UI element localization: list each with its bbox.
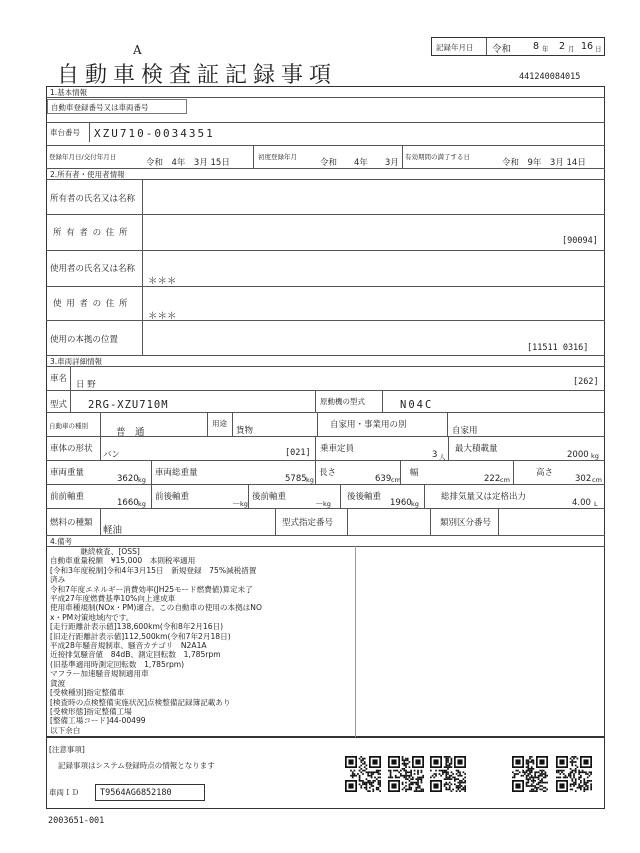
remarks-line: 平成27年度燃費基準10%向上達成車: [50, 594, 176, 604]
kind-label: 自動車の種別: [49, 422, 88, 430]
width-label: 幅: [410, 468, 419, 478]
vehicle-weight-value: 3620: [117, 474, 139, 484]
user-name-value: ＊＊＊: [148, 276, 177, 287]
rear-rear-axle-unit: kg: [411, 500, 419, 508]
sec4-heading: 4.備考: [50, 537, 73, 546]
front-rear-axle-unit: kg: [240, 500, 248, 508]
vehicle-id-box: [95, 784, 205, 801]
record-date-label: 記録年月日: [436, 43, 474, 52]
purpose-value: 貨物: [236, 426, 254, 436]
qr-code-5: [556, 756, 592, 792]
fuel-type-label: 燃料の種類: [50, 518, 93, 528]
width-unit: cm: [500, 476, 510, 484]
remarks-line: x・PM対策地域内です。: [50, 612, 134, 622]
vehicle-weight-unit: kg: [138, 476, 146, 484]
notes-text: 記録事項はシステム登録時点の情報となります: [58, 761, 215, 770]
displacement-value: 4.00: [572, 498, 591, 508]
user-address-value: ＊＊＊: [148, 311, 177, 322]
gross-weight-label: 車両総重量: [155, 468, 198, 478]
remarks-line: [検査時の点検整備実施状況]点検整備記録簿記載あり: [50, 697, 231, 707]
remarks-line: マフラー加速騒音規制適用車: [50, 669, 149, 679]
qr-code-1: [345, 756, 381, 792]
reg-date-value: 令和 4年 3月 15日: [146, 158, 230, 168]
height-value: 302: [575, 474, 592, 484]
displacement-label: 総排気量又は定格出力: [441, 492, 527, 502]
chassis-label: 車台番号: [50, 128, 80, 137]
capacity-label: 乗車定員: [320, 444, 355, 454]
type-cert-label: 型式指定番号: [282, 518, 334, 528]
maker-value: 日 野: [76, 380, 96, 390]
displacement-unit: L: [594, 500, 598, 508]
front-rear-axle-label: 前後軸重: [155, 492, 190, 502]
expiry-label: 有効期間の満了する日: [405, 153, 470, 161]
remarks-line: 令和7年度エネルギー消費効率(JH25モード燃費値)算定未了: [50, 584, 253, 594]
gross-weight-value: 5785: [285, 474, 307, 484]
qr-code-4: [512, 756, 548, 792]
remarks-line: [受検形態]指定整備工場: [50, 706, 132, 716]
front-front-axle-label: 前前軸重: [50, 492, 85, 502]
rear-front-axle-value: －: [315, 500, 324, 510]
base-location-label: 使用の本拠の位置: [50, 335, 119, 345]
reg-date-label: 登録年月日/交付年月日: [49, 153, 117, 161]
fuel-type-value: 軽油: [103, 525, 123, 536]
remarks-line: 継続検査、[OSS]: [50, 547, 140, 556]
private-use-label: 自家用・事業用の別: [330, 420, 407, 430]
remarks-list: [50, 547, 262, 735]
max-load-unit: kg: [591, 452, 599, 460]
vehicle-id-value: T9564AG6852180: [100, 788, 172, 798]
vehicle-weight-label: 車両重量: [50, 468, 85, 478]
record-date-month: 2: [559, 41, 566, 52]
body-shape-value: バン: [103, 450, 121, 460]
record-date-day: 16: [581, 41, 594, 52]
footer-code: 2003651-001: [48, 816, 105, 826]
sec2-heading: 2.所有者・使用者情報: [50, 170, 125, 179]
remarks-line: 以下余白: [50, 725, 81, 735]
base-location-code: [11511 0316]: [527, 343, 589, 353]
notes-heading: [注意事項]: [49, 745, 85, 754]
private-use-value: 自家用: [452, 426, 478, 436]
model-value: 2RG-XZU710M: [88, 399, 169, 411]
record-date-box: [431, 37, 605, 56]
remarks-line: 自動車重量税額 ¥15,000 本則税率適用: [50, 556, 196, 566]
qr-code-2: [388, 756, 424, 792]
record-date-era: 令和: [492, 44, 512, 55]
max-load-label: 最大積載量: [455, 444, 498, 454]
capacity-unit: 人: [439, 453, 446, 461]
first-reg-label: 初度登録年月: [258, 153, 297, 161]
kind-value: 普 通: [116, 427, 145, 438]
record-date-year-unit: 年: [542, 45, 549, 53]
body-shape-code: [021]: [285, 448, 311, 458]
gross-weight-unit: kg: [306, 476, 314, 484]
rear-front-axle-label: 後前軸重: [252, 492, 287, 502]
reg-number-label-box: [47, 99, 187, 114]
remarks-line: [受検種別]指定整備車: [50, 688, 125, 698]
form-letter: A: [133, 43, 142, 57]
user-name-label: 使用者の氏名又は名称: [50, 264, 136, 274]
rear-rear-axle-value: 1960: [390, 498, 412, 508]
remarks-line: [走行距離計表示値]138,600km(令和8年2月16日): [50, 622, 224, 632]
max-load-value: 2000: [567, 450, 589, 460]
length-value: 639: [375, 474, 392, 484]
expiry-value: 令和 9年 3月 14日: [502, 158, 586, 168]
remarks-line: [整備工場コード]44-00499: [50, 716, 146, 726]
record-date-day-unit: 日: [595, 45, 602, 53]
reg-number-label: 自動車登録番号又は車両番号: [51, 103, 149, 112]
document-serial: 441240084015: [519, 72, 581, 82]
maker-code: [262]: [573, 377, 599, 387]
front-front-axle-unit: kg: [138, 500, 146, 508]
remarks-line: [令和3年度税制]令和4年3月15日 新規登録 75%減税措置: [50, 565, 257, 575]
purpose-label: 用途: [212, 419, 227, 428]
first-reg-value: 令和 4年 3月: [320, 158, 399, 168]
model-label: 型式: [50, 400, 68, 410]
height-unit: cm: [592, 476, 602, 484]
length-label: 長さ: [319, 468, 337, 478]
body-shape-label: 車体の形状: [50, 444, 93, 454]
class-number-label: 類別区分番号: [440, 518, 492, 528]
record-date-year: 8: [533, 41, 540, 52]
front-rear-axle-value: －: [232, 500, 241, 510]
remarks-line: [旧走行距離計表示値]112,500km(令和7年2月18日): [50, 631, 231, 641]
engine-label: 原動機の型式: [320, 397, 365, 406]
length-unit: cm: [391, 476, 401, 484]
vehicle-id-label: 車両ＩＤ: [49, 788, 79, 797]
height-label: 高さ: [536, 468, 554, 478]
remarks-line: 使用車種規制(NOx・PM)適合。この自動車の使用の本拠はNO: [50, 603, 262, 613]
front-front-axle-value: 1660: [117, 498, 139, 508]
remarks-line: 済み: [50, 575, 66, 585]
engine-value: N04C: [400, 399, 434, 411]
owner-address-label: 所 有 者 の 住 所: [53, 228, 129, 238]
record-date-month-unit: 月: [568, 45, 575, 53]
remarks-line: 平成28年騒音規制車、騒音カテゴリ N2A1A: [50, 641, 207, 651]
qr-code-3: [430, 756, 466, 792]
document-title: 自動車検査証記録事項: [57, 63, 338, 88]
sec3-heading: 3.車両詳細情報: [50, 357, 103, 366]
width-value: 222: [484, 474, 501, 484]
sec1-heading: 1.基本情報: [50, 88, 88, 97]
rear-rear-axle-label: 後後軸重: [347, 492, 382, 502]
capacity-value: 3: [432, 450, 438, 460]
rear-front-axle-unit: kg: [323, 500, 331, 508]
remarks-line: (旧基準適用時測定回転数 1,785rpm): [50, 659, 185, 669]
owner-address-code: [90094]: [562, 236, 598, 246]
remarks-line: 貨渡: [50, 678, 66, 688]
chassis-value: XZU710-0034351: [94, 127, 215, 140]
remarks-line: 近接排気騒音値 84dB、測定回転数 1,785rpm: [50, 650, 221, 660]
user-address-label: 使 用 者 の 住 所: [53, 299, 129, 309]
maker-label: 車名: [50, 374, 68, 384]
owner-name-label: 所有者の氏名又は名称: [50, 194, 136, 204]
